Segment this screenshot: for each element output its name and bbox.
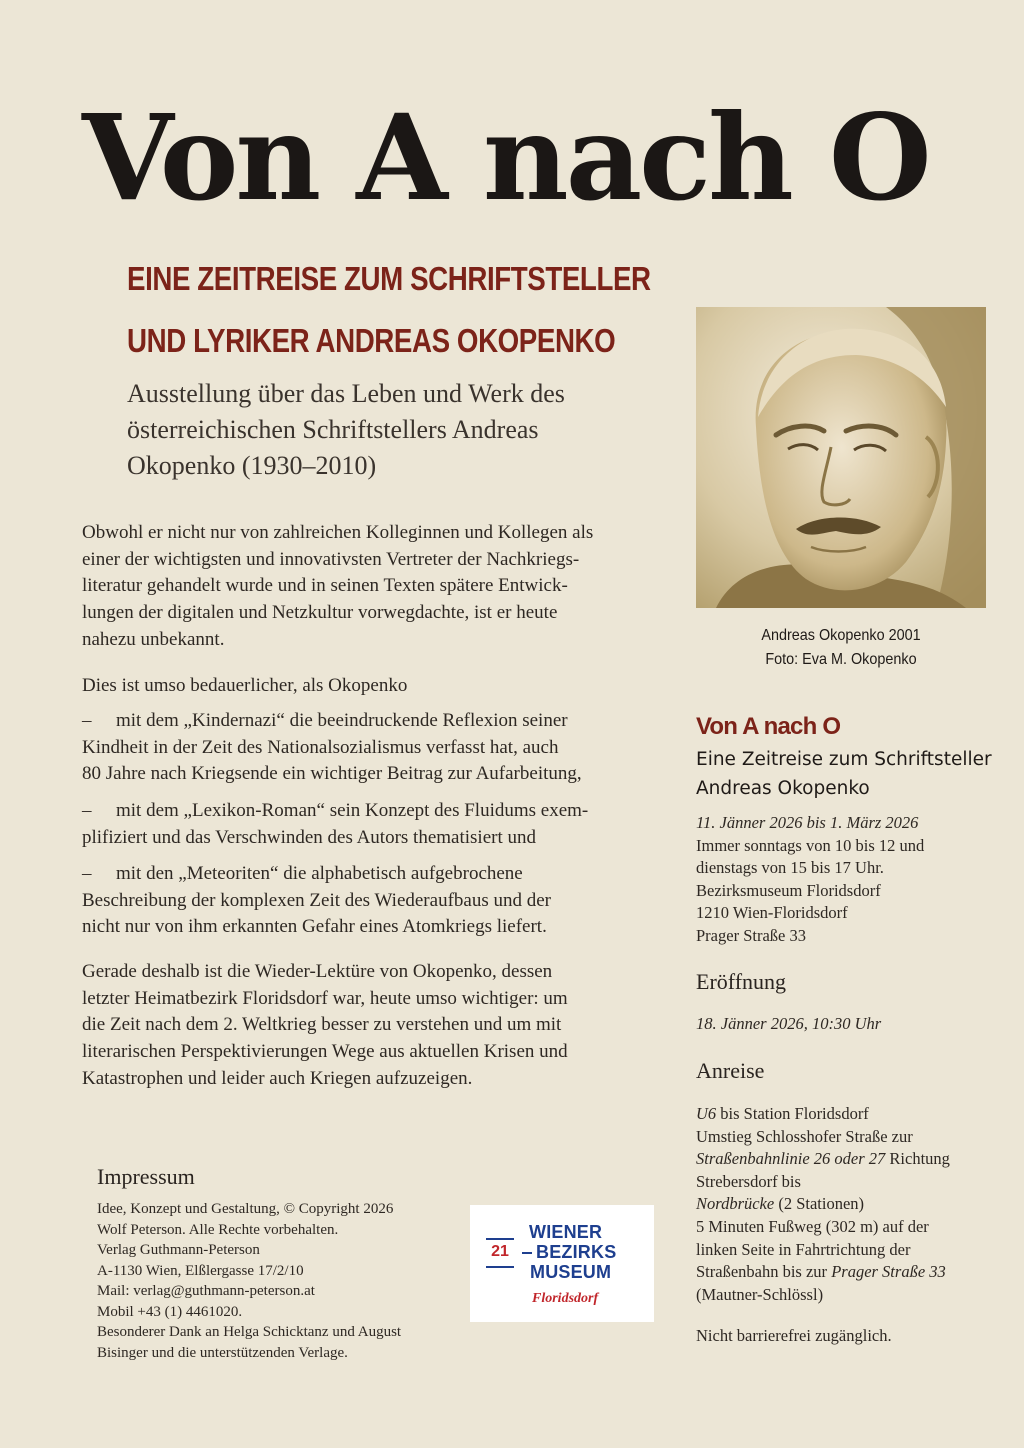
travel-directions <box>696 1103 996 1306</box>
travel-text: 5 Minuten Fußweg (302 m) auf der <box>696 1216 929 1236</box>
impressum-text <box>97 1199 457 1363</box>
bullet-item-1 <box>82 708 672 788</box>
bullet-item-2 <box>82 798 672 851</box>
travel-italic: Straßenbahnlinie 26 oder 27 <box>696 1149 886 1169</box>
text-line: A-1130 Wien, Elßlergasse 17/2/10 <box>97 1262 304 1279</box>
text-line: Wolf Peterson. Alle Rechte vorbehalten. <box>97 1221 339 1238</box>
text-line: Beschreibung der komplexen Zeit des Wiederaufbaus und der <box>82 889 551 911</box>
travel-text: Richtung <box>885 1149 950 1169</box>
accessibility-note <box>696 1325 996 1348</box>
logo-district: Floridsdorf <box>532 1291 599 1306</box>
body-paragraph-1 <box>82 520 672 654</box>
photo-caption-credit: Foto: Eva M. Okopenko <box>765 651 917 668</box>
text-line: die Zeit nach dem 2. Weltkrieg besser zu verstehen und um mit <box>82 1014 562 1036</box>
body-paragraph-2 <box>82 673 672 700</box>
intro-text <box>127 376 667 484</box>
travel-italic: Nordbrücke <box>696 1194 775 1214</box>
text-line: Dies ist umso bedauerlicher, als Okopenko <box>82 675 408 696</box>
text-line: literatur gehandelt wurde und in seinen Texten spätere Entwick- <box>82 575 568 597</box>
text-line: letzter Heimatbezirk Floridsdorf war, heute umso wichtiger: um <box>82 987 568 1009</box>
text-line: Katastrophen und leider auch Kriegen aufzuzeigen. <box>82 1067 473 1089</box>
bullet-dash: – <box>82 863 92 884</box>
travel-text: linken Seite in Fahrtrichtung der <box>696 1239 911 1259</box>
portrait-image <box>696 307 986 608</box>
logo-word: WIENER <box>529 1222 603 1242</box>
travel-italic: Prager Straße 33 <box>831 1262 946 1282</box>
sidebar-subtitle-line-1: Eine Zeitreise zum Schriftsteller <box>696 749 992 770</box>
text-line: Verlag Guthmann-Peterson <box>97 1242 260 1258</box>
text-line: literarischen Perspektivierungen Wege aus aktuellen Krisen und <box>82 1041 568 1063</box>
logo-bar <box>486 1266 514 1268</box>
travel-heading: Anreise <box>696 1058 765 1083</box>
sidebar-title: Von A nach O <box>696 713 841 740</box>
text-line: mit dem „Lexikon-Roman“ sein Konzept des Fluidums exem- <box>116 800 589 821</box>
travel-text: bis Station Floridsdorf <box>716 1104 869 1123</box>
address-line: Prager Straße 33 <box>696 925 806 945</box>
opening-date: 18. Jänner 2026, 10:30 Uhr <box>696 1014 882 1033</box>
bullet-dash: – <box>82 800 92 821</box>
poster-title: Von A nach O <box>82 88 929 227</box>
bezirksmuseum-logo <box>470 1205 654 1322</box>
text-line: mit den „Meteoriten“ die alphabetisch aufgebrochene <box>116 863 523 884</box>
travel-text: (2 Stationen) <box>774 1194 865 1214</box>
impressum-email: Mail: verlag@guthmann-peterson.at <box>97 1283 315 1299</box>
text-line: mit dem „Kindernazi“ die beeindruckende Reflexion seiner <box>116 710 568 731</box>
photo-caption-name: Andreas Okopenko 2001 <box>761 627 921 644</box>
travel-text: (Mautner-Schlössl) <box>696 1284 824 1304</box>
author-portrait <box>696 307 986 608</box>
body-paragraph-3 <box>82 959 672 1093</box>
text-line: Gerade deshalb ist die Wieder-Lektüre von Okopenko, dessen <box>82 961 553 982</box>
travel-text: Umstieg Schlosshofer Straße zur <box>696 1126 913 1146</box>
exhibition-dates: 11. Jänner 2026 bis 1. März 2026 <box>696 813 919 832</box>
subtitle-line-1: EINE ZEITREISE ZUM SCHRIFTSTELLER <box>127 260 651 297</box>
sidebar-subtitle-line-2: Andreas Okopenko <box>696 778 870 799</box>
text-line: nahezu unbekannt. <box>82 628 225 650</box>
subtitle-line-2: UND LYRIKER ANDREAS OKOPENKO <box>127 322 616 359</box>
intro-line: österreichischen Schriftstellers Andreas <box>127 415 539 444</box>
text-line: Mobil +43 (1) 4461020. <box>97 1303 243 1320</box>
travel-italic: U6 <box>696 1104 717 1123</box>
accessibility-text: Nicht barrierefrei zugänglich. <box>696 1326 892 1345</box>
text-line: einer der wichtigsten und innovativsten Vertreter der Nachkriegs- <box>82 548 580 570</box>
logo-bar <box>522 1252 532 1254</box>
travel-text: Straßenbahn bis zur <box>696 1262 832 1282</box>
text-line: 80 Jahre nach Kriegsende ein wichtiger Beitrag zur Aufarbeitung, <box>82 763 582 785</box>
intro-line: Ausstellung über das Leben und Werk des <box>127 379 565 408</box>
opening-info <box>696 1013 996 1036</box>
address-line: Bezirksmuseum Floridsdorf <box>696 880 881 900</box>
text-line: Obwohl er nicht nur von zahlreichen Kolleginnen und Kollegen als <box>82 522 594 543</box>
opening-hours-line: Immer sonntags von 10 bis 12 und <box>696 835 925 855</box>
logo-word: MUSEUM <box>530 1262 612 1282</box>
opening-heading: Eröffnung <box>696 969 787 994</box>
logo-bar <box>486 1238 514 1240</box>
opening-hours-line: dienstags von 15 bis 17 Uhr. <box>696 858 884 878</box>
logo-number: 21 <box>491 1243 509 1260</box>
text-line: lungen der digitalen und Netzkultur vorwegdachte, ist er heute <box>82 602 558 624</box>
text-line: Kindheit in der Zeit des Nationalsozialismus verfasst hat, auch <box>82 736 559 758</box>
impressum-heading: Impressum <box>97 1164 195 1189</box>
exhibition-details <box>696 812 996 948</box>
logo-word: BEZIRKS <box>536 1242 617 1262</box>
text-line: Besonderer Dank an Helga Schicktanz und August <box>97 1324 402 1340</box>
text-line: Bisinger und die unterstützenden Verlage. <box>97 1344 348 1361</box>
text-line: Idee, Konzept und Gestaltung, © Copyright 2026 <box>97 1201 394 1217</box>
text-line: plifiziert und das Verschwinden des Autors thematisiert und <box>82 826 536 848</box>
bullet-item-3 <box>82 861 672 941</box>
bullet-dash: – <box>82 710 92 731</box>
travel-text: Strebersdorf bis <box>696 1171 801 1191</box>
intro-line: Okopenko (1930–2010) <box>127 451 377 480</box>
address-line: 1210 Wien-Floridsdorf <box>696 903 848 923</box>
text-line: nicht nur von ihm erkannten Gefahr eines Atomkriegs liefert. <box>82 916 547 938</box>
